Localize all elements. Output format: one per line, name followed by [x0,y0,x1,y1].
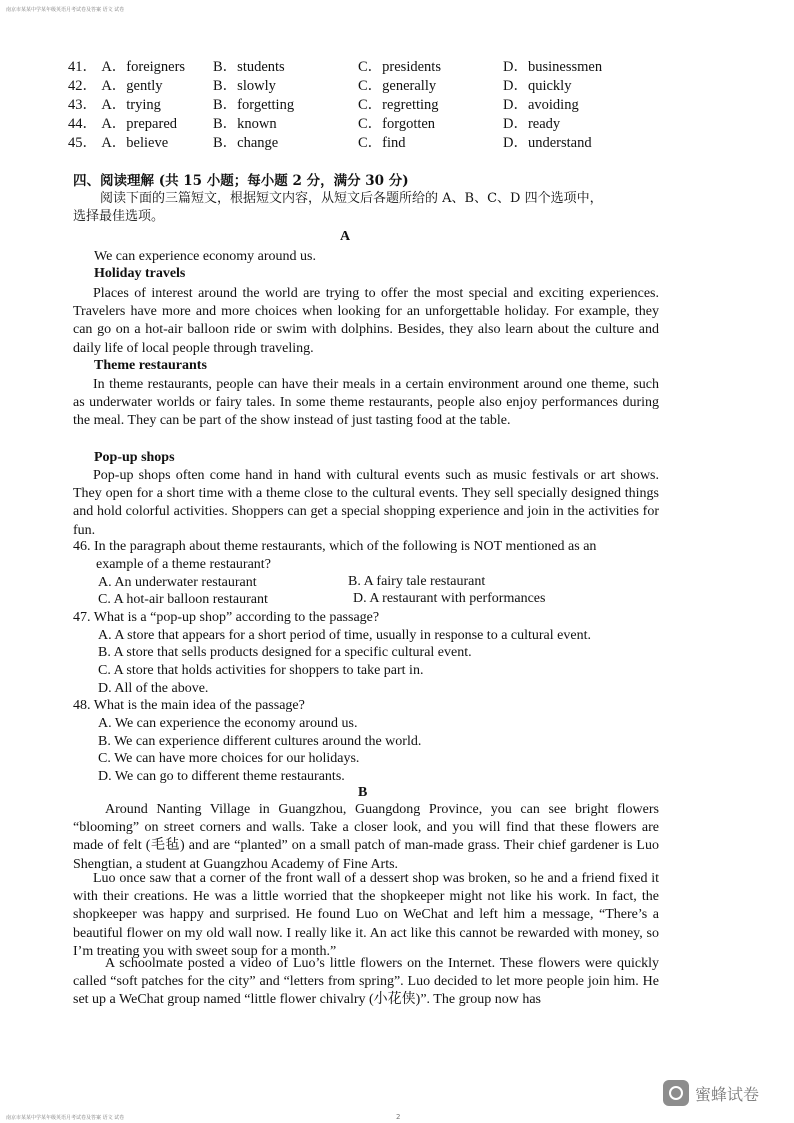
passage-b-paragraph-3: A schoolmate posted a video of Luo’s little flowers on the Internet. These flowers were quickly called “soft patches for the city” and “letters from spring”. Luo decided to let more people join him. He set up a WeChat group named “little flower chivalry (小花侠)”. The group now has [73,956,659,1008]
watermark-text: 蜜蜂试卷 [695,1084,760,1104]
question-47-option-b: B. A store that sells products designed for a specific cultural event. [98,645,472,660]
question-48-option-c: C. We can have more choices for our holidays. [98,751,360,766]
question-47-stem: 47. What is a “pop-up shop” according to the passage? [73,610,380,625]
section-instructions-cont: 选择最佳选项。 [73,209,165,224]
question-47-option-c: C. A store that holds activities for shoppers to take part in. [98,663,424,678]
section-title: 四、阅读理解 (共 15 小题；每小题 2 分，满分 30 分) [73,173,409,189]
watermark-logo-icon [663,1080,689,1106]
watermark [663,1080,759,1106]
paragraph-pop-up-shops: Pop-up shops often come hand in hand with cultural events such as music festivals or art shows. They open for a short time with a theme close to the cultural events. They sell specially designed things and hold colorful activities. Shoppers can get a special shopping experience and join in the activities for fun. [73,468,659,538]
question-48-option-a: A. We can experience the economy around us. [98,716,358,731]
question-46-option-c: C. A hot-air balloon restaurant [98,592,268,607]
heading-pop-up-shops: Pop-up shops [94,450,175,465]
cloze-row: 44． A．prepared B．known C．forgotten D．ready [68,116,561,132]
question-48-stem: 48. What is the main idea of the passage? [73,698,305,713]
question-46-stem-cont: example of a theme restaurant? [96,557,271,572]
paragraph-theme-restaurants: In theme restaurants, people can have their meals in a certain environment around one theme, such as underwater worlds or fairy tales. In some theme restaurants, people also enjoy performances during the meal. They can be part of the show instead of just tasting food at the table. [73,377,659,429]
cloze-options [68,58,648,153]
header-small-text: 南京市某某中学某年级英语月考试卷及答案 语文 试卷 [6,7,125,13]
passage-b-paragraph-2: Luo once saw that a corner of the front wall of a dessert shop was broken, so he and a friend fixed it with their creations. He was a little worried that the shopkeeper might not like his work. In fact, the shopkeeper was happy and surprised. He found Luo on WeChat and left him a message, “There’s a beautiful flower on my old wall now. I really like it. An act like this cannot be rewarded with money, so I’m treating you with sweet soup for a month.” [73,871,659,959]
passage-a-intro: We can experience economy around us. [94,249,316,264]
passage-b-label: B [358,785,368,800]
question-46-option-a: A. An underwater restaurant [98,575,257,590]
heading-holiday-travels: Holiday travels [94,266,186,281]
cloze-row: 43． A．trying B．forgetting C．regretting D．avoiding [68,97,579,113]
page-number: 2 [396,1113,401,1121]
question-47-option-a: A. A store that appears for a short period of time, usually in response to a cultural event. [98,628,591,643]
question-46-option-b: B. A fairy tale restaurant [348,574,486,589]
cloze-row: 41． A．foreigners B．students C．presidents D．businessmen [68,59,603,75]
question-48-option-b: B. We can experience different cultures around the world. [98,734,422,749]
section-instructions: 阅读下面的三篇短文，根据短文内容，从短文后各题所给的 A、B、C、D 四个选项中， [100,191,603,206]
question-46-option-d: D. A restaurant with performances [353,591,546,606]
question-47-option-d: D. All of the above. [98,681,209,696]
heading-theme-restaurants: Theme restaurants [94,358,207,373]
cloze-row: 42． A．gently B．slowly C．generally D．quickly [68,78,572,94]
passage-a-label: A [340,229,351,244]
footer-small-text: 南京市某某中学某年级英语月考试卷及答案 语文 试卷 [6,1115,125,1121]
paragraph-holiday-travels: Places of interest around the world are trying to offer the most special and exciting experiences. Travelers have more and more choices when looking for an unforgettable holiday. For example, they can go on a hot-air balloon ride or swim with dolphins. Besides, they also learn about the culture and daily life of local people through traveling. [73,286,659,356]
cloze-row: 45． A．believe B．change C．find D．understand [68,135,592,151]
passage-b-paragraph-1: Around Nanting Village in Guangzhou, Guangdong Province, you can see bright flowers “blooming” on street corners and walls. Take a closer look, and you will find that these flowers are made of felt (毛毡) and are “planted” on a small patch of man-made grass. Their chief gardener is Luo Shengtian, a student at Guangzhou Academy of Fine Arts. [73,802,659,872]
question-46-stem: 46. In the paragraph about theme restaurants, which of the following is NOT mentioned as an [73,539,597,554]
question-48-option-d: D. We can go to different theme restaurants. [98,769,345,784]
